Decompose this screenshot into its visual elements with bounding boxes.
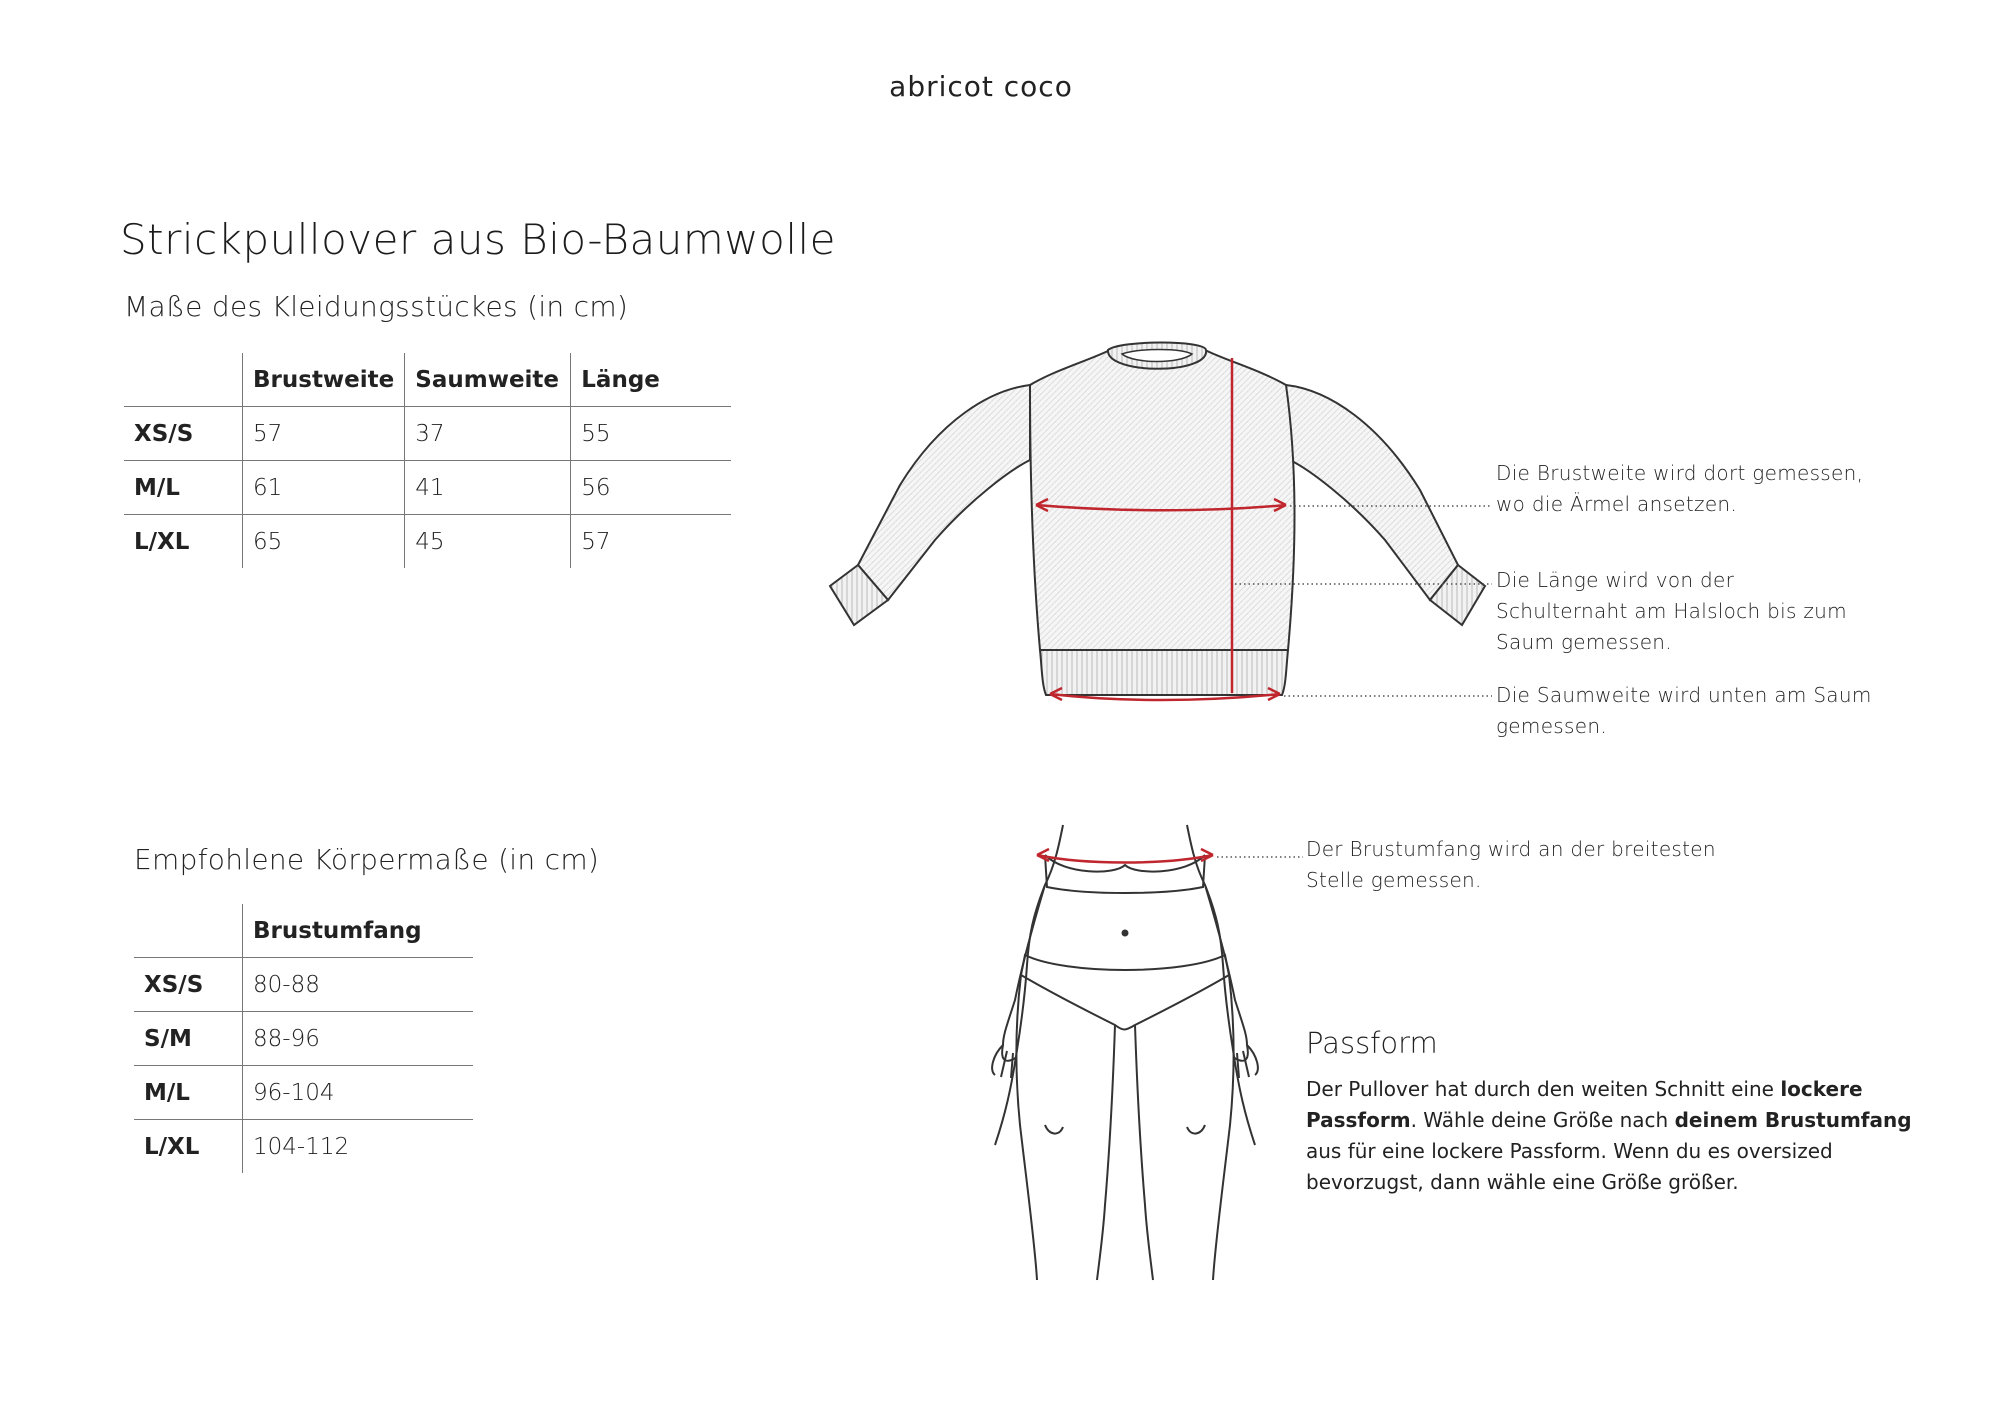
body-size-table — [134, 904, 473, 1173]
table-cell: 65 — [243, 515, 405, 569]
table-row — [124, 407, 731, 461]
table-cell: 37 — [405, 407, 571, 461]
table-cell: 55 — [571, 407, 732, 461]
length-note — [1496, 565, 1847, 658]
length-note-line: Schulternaht am Halsloch bis zum — [1496, 599, 1847, 623]
table-cell: 80-88 — [243, 958, 474, 1012]
page-title: Strickpullover aus Bio-Baumwolle — [120, 215, 836, 264]
table-row — [124, 461, 731, 515]
table-cell: 57 — [571, 515, 732, 569]
size-label: M/L — [134, 1066, 243, 1120]
length-note-line: Die Länge wird von der — [1496, 568, 1735, 592]
table-cell: 96-104 — [243, 1066, 474, 1120]
hem-rib — [1040, 650, 1288, 695]
left-sleeve — [858, 385, 1030, 600]
table-cell: 57 — [243, 407, 405, 461]
sweater-body — [1030, 350, 1295, 650]
bust-measure-line — [1037, 855, 1213, 863]
column-brustweite: Brustweite — [243, 353, 405, 407]
fit-emphasis: lockere Passform — [1306, 1077, 1863, 1132]
garment-heading: Maße des Kleidungsstückes (in cm) — [124, 290, 629, 323]
table-cell: 41 — [405, 461, 571, 515]
column-brustumfang: Brustumfang — [243, 904, 474, 958]
table-header-row — [134, 904, 473, 958]
chest-note-line: Die Brustweite wird dort gemessen, — [1496, 461, 1864, 485]
column-saumweite: Saumweite — [405, 353, 571, 407]
size-label: L/XL — [134, 528, 190, 555]
size-label: S/M — [134, 1012, 243, 1066]
fit-text: . Wähle deine Größe nach — [1410, 1108, 1675, 1132]
brand-logo: abricot coco — [889, 70, 1073, 103]
fit-text: Der Pullover hat durch den weiten Schnitt eine — [1306, 1077, 1781, 1101]
fit-text: aus für eine lockere Passform. Wenn du es oversized bevorzugst, dann wähle eine Größe größer. — [1306, 1139, 1833, 1194]
fit-description — [1306, 1074, 1946, 1198]
size-label: L/XL — [144, 1133, 200, 1160]
table-cell: 88-96 — [243, 1012, 474, 1066]
table-cell: 56 — [571, 461, 732, 515]
right-sleeve — [1286, 385, 1458, 600]
fit-heading: Passform — [1306, 1026, 1438, 1060]
table-row — [134, 1120, 473, 1174]
chest-note-line: wo die Ärmel ansetzen. — [1496, 492, 1738, 516]
chest-note — [1496, 458, 1863, 520]
body-heading: Empfohlene Körpermaße (in cm) — [134, 843, 600, 876]
table-cell: 104-112 — [243, 1120, 474, 1174]
bust-note — [1306, 834, 1716, 896]
size-label: XS/S — [124, 407, 243, 461]
body-figure-illustration — [945, 825, 1305, 1280]
size-label: M/L — [124, 461, 243, 515]
table-row — [134, 958, 473, 1012]
table-cell: 45 — [405, 515, 571, 569]
bust-note-line: Stelle gemessen. — [1306, 868, 1482, 892]
hem-note-line: gemessen. — [1496, 714, 1607, 738]
briefs-outline — [1021, 955, 1229, 1030]
column-laenge: Länge — [571, 353, 732, 407]
bust-note-line: Der Brustumfang wird an der breitesten — [1306, 837, 1716, 861]
hem-note — [1496, 680, 1872, 742]
size-label: XS/S — [134, 958, 243, 1012]
sweater-illustration — [820, 270, 1500, 750]
length-note-line: Saum gemessen. — [1496, 630, 1672, 654]
table-cell: 61 — [243, 461, 405, 515]
hem-note-line: Die Saumweite wird unten am Saum — [1496, 683, 1872, 707]
table-row — [124, 515, 731, 569]
table-row — [134, 1012, 473, 1066]
table-row — [134, 1066, 473, 1120]
table-header-row — [124, 353, 731, 407]
fit-emphasis: deinem Brustumfang — [1674, 1108, 1912, 1132]
garment-size-table — [124, 353, 731, 568]
